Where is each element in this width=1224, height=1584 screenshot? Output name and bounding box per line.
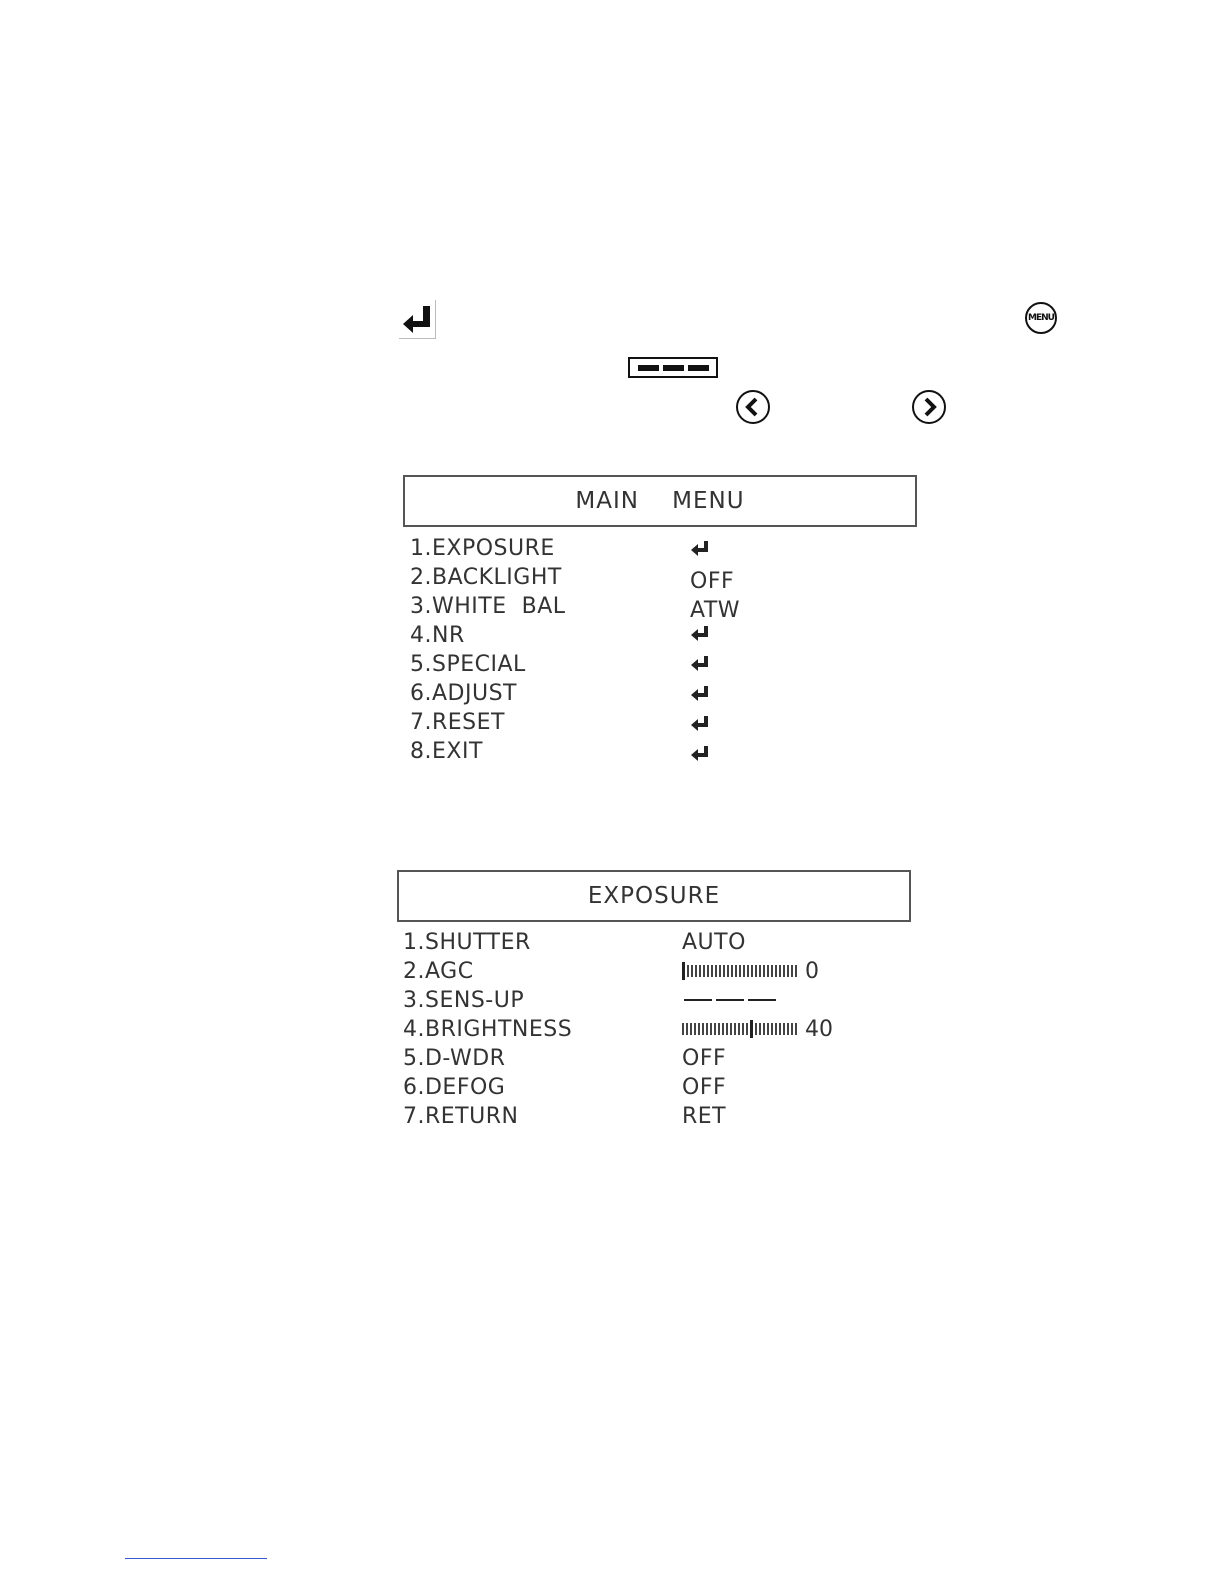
dash-box-icon [628,357,718,378]
enter-icon [690,685,710,702]
main-menu-item-adjust: 6.ADJUST [410,681,517,706]
exposure-menu-title: EXPOSURE [397,870,911,922]
d-wdr-value: OFF [682,1046,727,1071]
return-value: RET [682,1104,727,1129]
exposure-item-sens-up: 3.SENS-UP [403,988,525,1013]
enter-icon [690,715,710,732]
exposure-item-d-wdr: 5.D-WDR [403,1046,506,1071]
right-arrow-button-icon [912,390,946,424]
brightness-slider [682,1016,833,1042]
agc-value: 0 [805,958,819,984]
exposure-item-brightness: 4.BRIGHTNESS [403,1017,573,1042]
main-menu-item-special: 5.SPECIAL [410,652,526,677]
shutter-value: AUTO [682,930,746,955]
brightness-value: 40 [805,1016,833,1042]
enter-icon [690,625,710,642]
sens-up-dashes [684,999,776,1001]
left-arrow-button-icon [736,390,770,424]
exposure-item-defog: 6.DEFOG [403,1075,506,1100]
menu-button-label: MENU [1028,313,1054,323]
defog-value: OFF [682,1075,727,1100]
enter-icon [690,655,710,672]
exposure-item-shutter: 1.SHUTTER [403,930,531,955]
menu-button-icon [1025,302,1057,334]
backlight-value: OFF [690,569,735,594]
main-menu-item-white-bal: 3.WHITE BAL [410,594,566,619]
exposure-item-return: 7.RETURN [403,1104,519,1129]
exposure-item-agc: 2.AGC [403,959,474,984]
agc-slider [682,958,819,984]
main-menu-item-exposure: 1.EXPOSURE [410,536,555,561]
white-bal-value: ATW [690,598,741,623]
main-menu-item-exit: 8.EXIT [410,739,483,764]
enter-icon [399,300,436,339]
main-menu-title: MAIN MENU [403,475,917,527]
main-menu-item-nr: 4.NR [410,623,465,648]
main-menu-item-reset: 7.RESET [410,710,505,735]
footnote-rule [125,1558,267,1559]
enter-icon [690,745,710,762]
main-menu-item-backlight: 2.BACKLIGHT [410,565,562,590]
enter-icon [690,540,710,557]
